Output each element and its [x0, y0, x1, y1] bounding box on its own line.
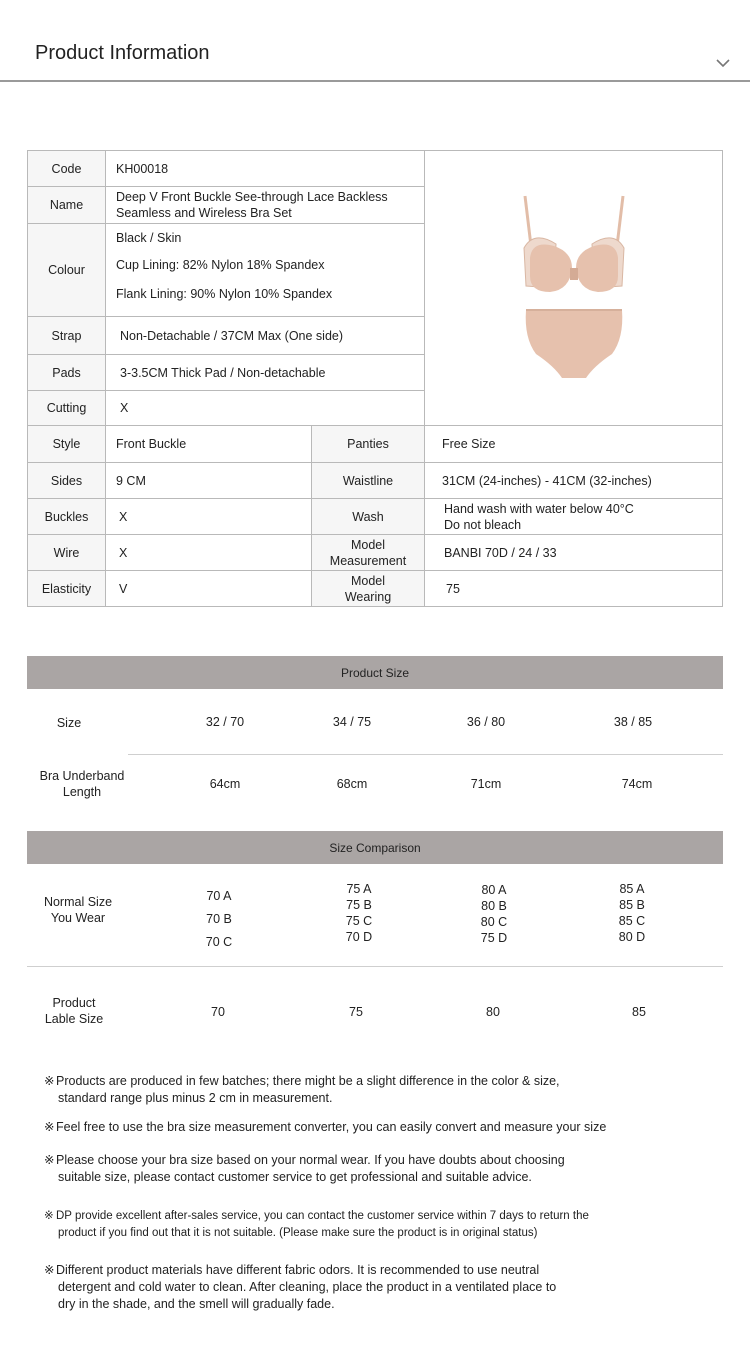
spec-value-model-measurement: BANBI 70D / 24 / 33	[424, 534, 723, 571]
product-image	[424, 150, 723, 426]
spec-label-sides: Sides	[27, 462, 106, 499]
underband-value: 64cm	[209, 777, 241, 791]
lable-size-row-label: Product Lable Size	[44, 996, 104, 1026]
spec-label-model-wearing: Model Wearing	[311, 570, 425, 607]
spec-value-elasticity: V	[105, 570, 312, 607]
size-comparison-header: Size Comparison	[27, 831, 723, 864]
spec-label-wire: Wire	[27, 534, 106, 571]
reference-mark-icon: ※	[44, 1074, 55, 1088]
spec-value-panties: Free Size	[424, 425, 723, 463]
note-item: ※ DP provide excellent after-sales service, you can contact the customer service within 7 days to return the product if you find out that it is not suitable. (Please make sure the product is in original status)	[44, 1210, 589, 1239]
spec-label-elasticity: Elasticity	[27, 570, 106, 607]
size-value: 36 / 80	[466, 715, 506, 729]
size-value: 32 / 70	[205, 715, 245, 729]
spec-value-colour: Black / Skin Cup Lining: 82% Nylon 18% Spandex Flank Lining: 90% Nylon 10% Spandex	[105, 223, 425, 317]
underband-value: 71cm	[470, 777, 502, 791]
spec-label-waistline: Waistline	[311, 462, 425, 499]
product-size-header: Product Size	[27, 656, 723, 689]
spec-label-pads: Pads	[27, 354, 106, 391]
chevron-down-icon[interactable]	[716, 58, 730, 68]
normal-size-column: 80 A 80 B 80 C 75 D	[480, 883, 508, 945]
normal-size-row-label: Normal Size You Wear	[43, 895, 113, 925]
spec-label-style: Style	[27, 425, 106, 463]
note-item: ※ Products are produced in few batches; there might be a slight difference in the color & size, standard range plus minus 2 cm in measurement.	[44, 1074, 560, 1105]
note-item: ※ Different product materials have different fabric odors. It is recommended to use neutral detergent and cold water to clean. After cleaning, place the product in a ventilated place to dry in the shade, and the smell will gradually fade.	[44, 1263, 557, 1311]
bra-set-illustration	[494, 188, 654, 388]
spec-value-code: KH00018	[105, 150, 425, 187]
spec-value-style: Front Buckle	[105, 425, 312, 463]
header-divider	[0, 80, 750, 82]
spec-value-wash: Hand wash with water below 40°C Do not bleach	[424, 498, 723, 535]
spec-value-pads: 3-3.5CM Thick Pad / Non-detachable	[105, 354, 425, 391]
spec-value-wire: X	[105, 534, 312, 571]
spec-value-waistline: 31CM (24-inches) - 41CM (32-inches)	[424, 462, 723, 499]
spec-value-name: Deep V Front Buckle See-through Lace Backless Seamless and Wireless Bra Set	[105, 186, 425, 224]
spec-label-wash: Wash	[311, 498, 425, 535]
underband-row-label: Bra Underband Length	[39, 769, 125, 799]
size-value: 38 / 85	[613, 715, 653, 729]
page-title: Product Information	[35, 42, 210, 64]
spec-label-buckles: Buckles	[27, 498, 106, 535]
note-item: ※ Please choose your bra size based on your normal wear. If you have doubts about choosing suitable size, please contact customer service to get professional and suitable advice.	[44, 1153, 565, 1184]
spec-label-model-measurement: Model Measurement	[311, 534, 425, 571]
lable-size-value: 75	[349, 1005, 363, 1019]
spec-label-name: Name	[27, 186, 106, 224]
lable-size-value: 70	[211, 1005, 225, 1019]
spec-label-code: Code	[27, 150, 106, 187]
row-divider	[27, 966, 723, 967]
normal-size-column: 75 A 75 B 75 C 70 D	[345, 882, 373, 944]
reference-mark-icon: ※	[44, 1263, 55, 1277]
underband-value: 68cm	[336, 777, 368, 791]
spec-value-cutting: X	[105, 390, 425, 426]
row-divider	[128, 754, 723, 755]
spec-label-colour: Colour	[27, 223, 106, 317]
lable-size-value: 80	[486, 1005, 500, 1019]
reference-mark-icon: ※	[44, 1120, 55, 1134]
reference-mark-icon: ※	[44, 1153, 55, 1167]
normal-size-column: 85 A 85 B 85 C 80 D	[618, 882, 646, 944]
size-value: 34 / 75	[332, 715, 372, 729]
normal-size-column: 70 A 70 B 70 C	[205, 889, 233, 949]
reference-mark-icon: ※	[44, 1210, 54, 1222]
spec-label-panties: Panties	[311, 425, 425, 463]
spec-label-strap: Strap	[27, 316, 106, 355]
underband-value: 74cm	[621, 777, 653, 791]
lable-size-value: 85	[632, 1005, 646, 1019]
spec-value-strap: Non-Detachable / 37CM Max (One side)	[105, 316, 425, 355]
spec-label-cutting: Cutting	[27, 390, 106, 426]
note-item: ※ Feel free to use the bra size measurement converter, you can easily convert and measure your size	[44, 1120, 607, 1134]
spec-value-model-wearing: 75	[424, 570, 723, 607]
size-row-label: Size	[56, 716, 82, 730]
spec-value-buckles: X	[105, 498, 312, 535]
spec-value-sides: 9 CM	[105, 462, 312, 499]
